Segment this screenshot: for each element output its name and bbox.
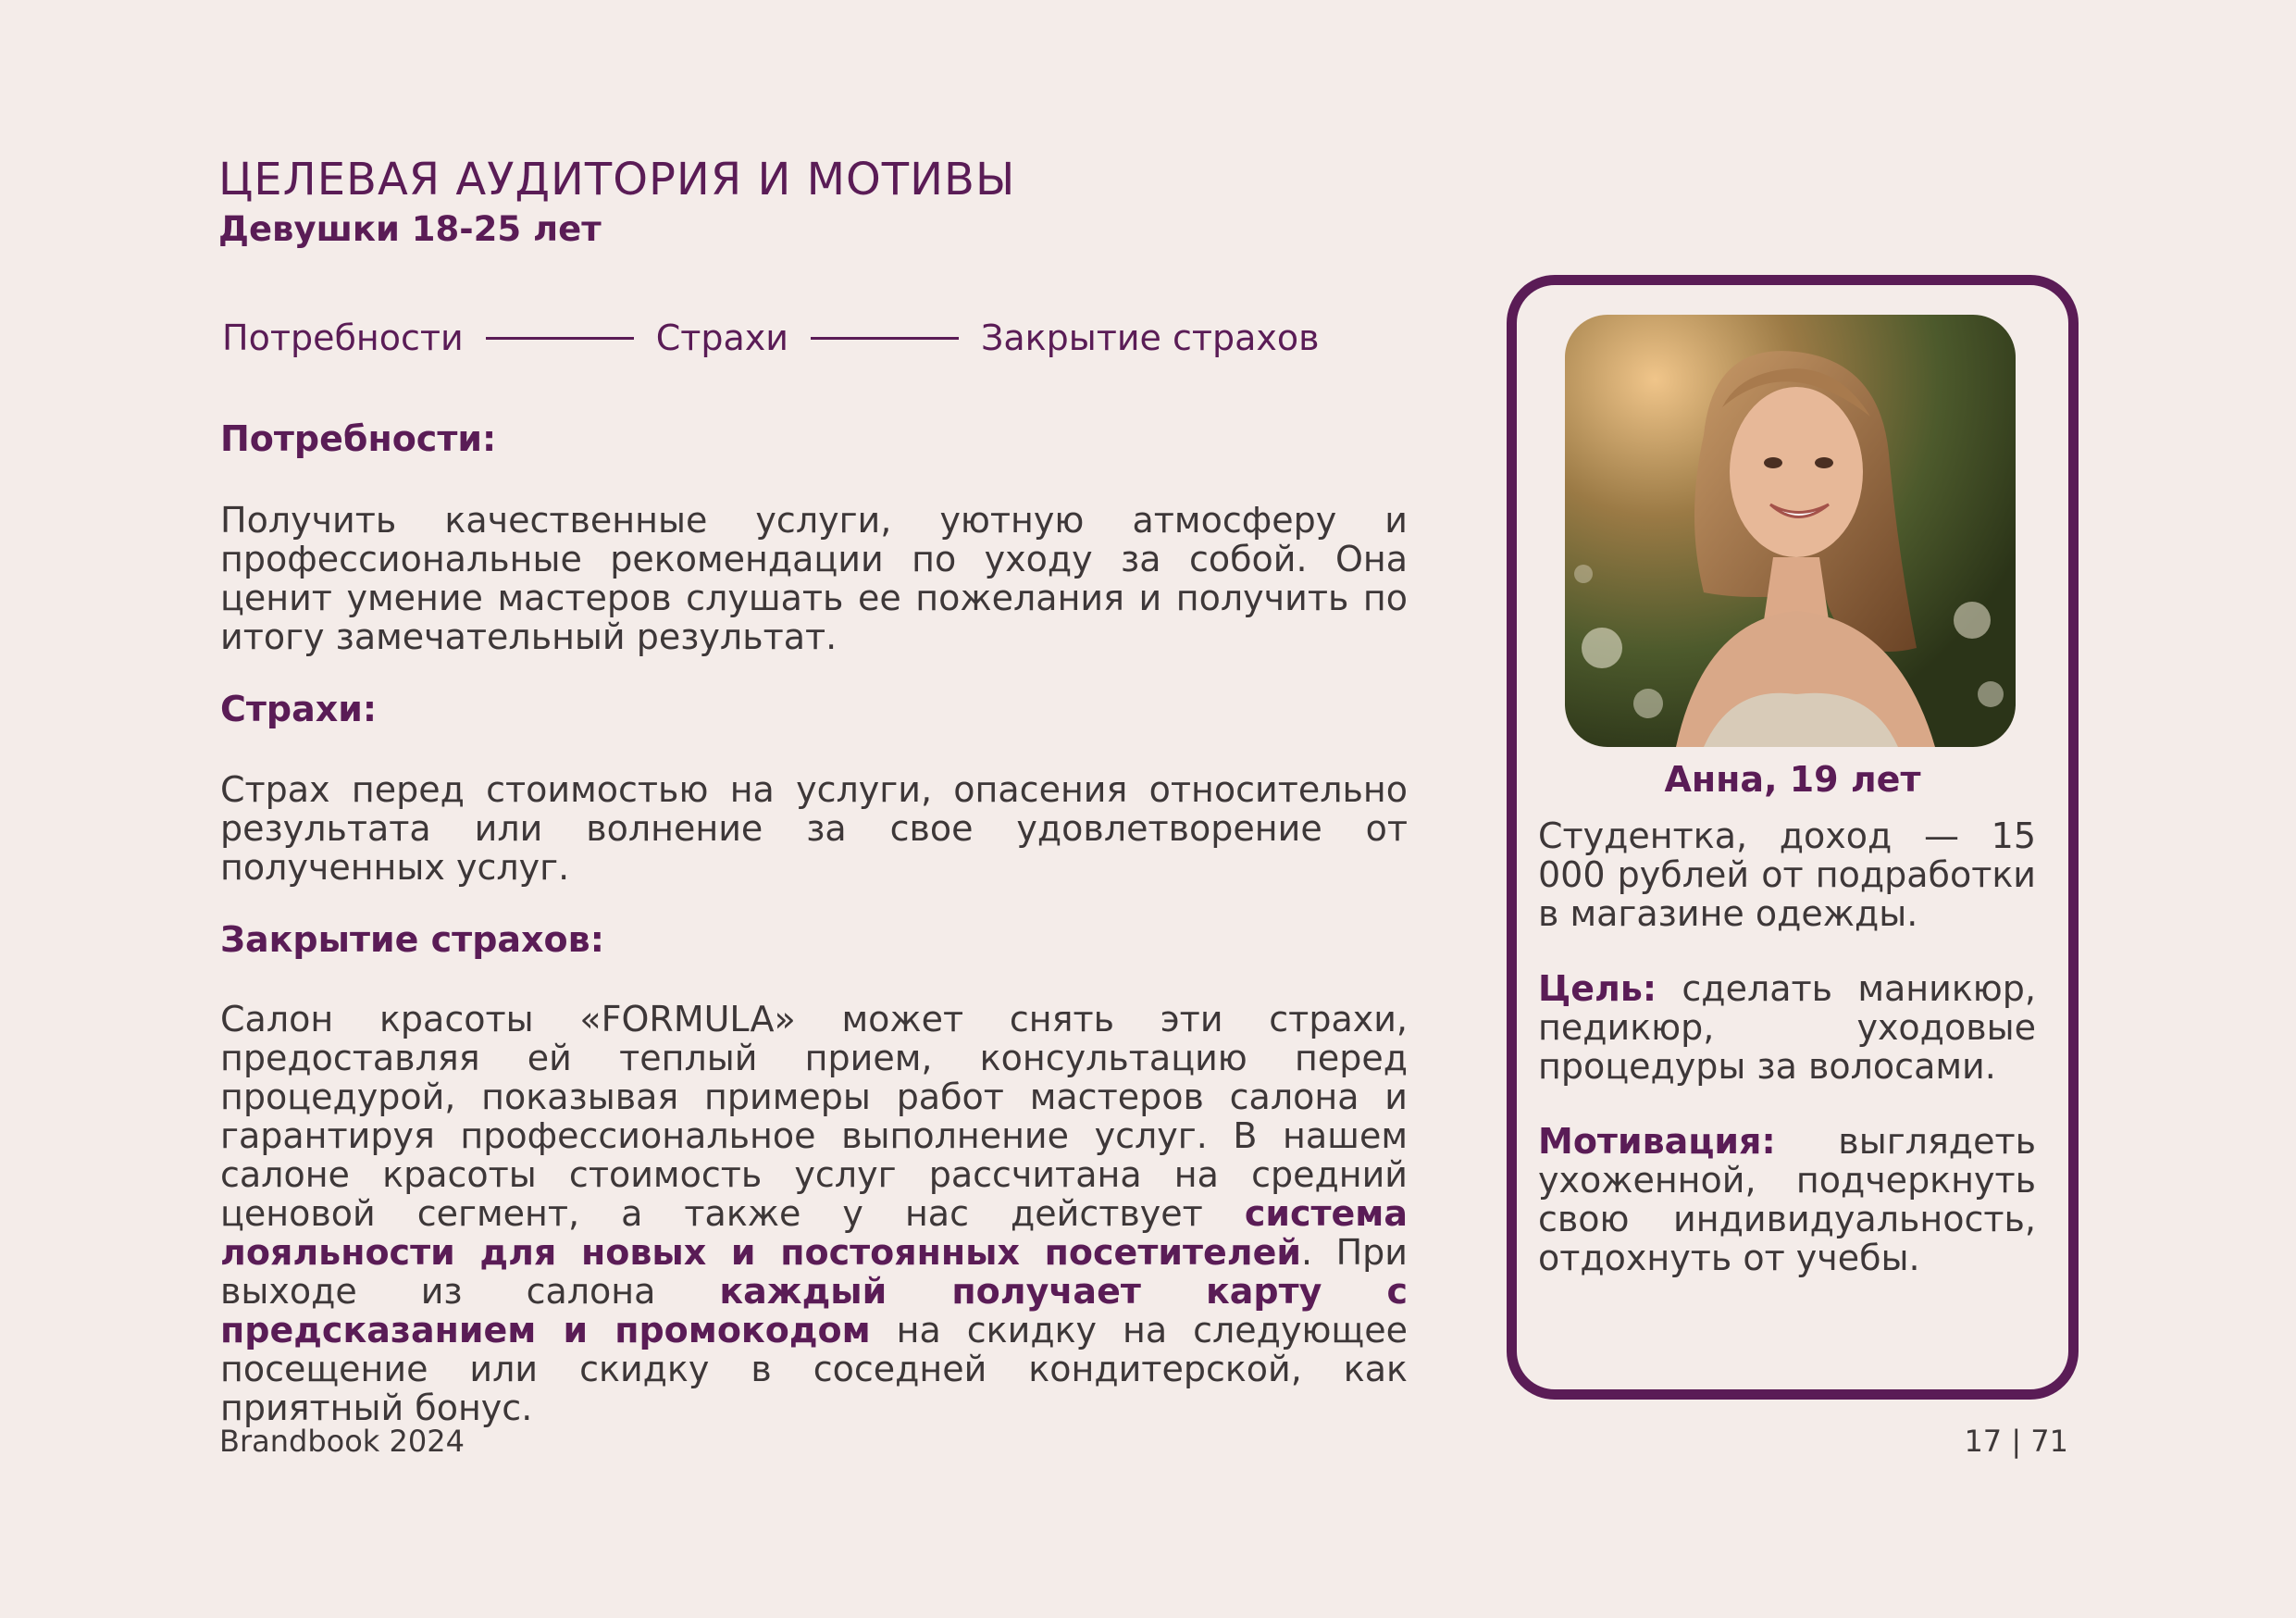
closing-text-part: Салон красоты «FORMULA» может снять эти страхи, предоставляя ей теплый прием, консультацию перед процедурой, показывая примеры работ мастеров салона и гарантируя профессиональное выполнение услуг. В нашем салоне красоты стоимость услуг рассчитана на средний ценовой сегмент, а также у нас действует: [220, 999, 1408, 1234]
page-number: 17 | 71: [1964, 1424, 2068, 1459]
persona-motivation: [1538, 1122, 2036, 1277]
flow-connector: [811, 337, 959, 340]
closing-text: [220, 1000, 1408, 1427]
closing-heading: Закрытие страхов:: [220, 919, 604, 960]
flow-diagram: [222, 315, 1320, 361]
page-subtitle: Девушки 18-25 лет: [218, 209, 602, 249]
goal-text: сделать маникюр, педикюр, уходовые процедуры за волосами.: [1538, 968, 2036, 1087]
fears-heading: Страхи:: [220, 689, 378, 729]
needs-text: Получить качественные услуги, уютную атмосферу и профессиональные рекомендации по уходу за собой. Она ценит умение мастеров слушать ее пожелания и получить по итогу замечательный результат.: [220, 500, 1408, 657]
persona-photo-image: [1565, 315, 2016, 747]
persona-bio: Студентка, доход — 15 000 рублей от подработки в магазине одежды.: [1538, 815, 2036, 934]
persona-goal: [1538, 969, 2036, 1086]
closing-text-part: на скидку на следующее посещение или скидку в соседней кондитерской, как приятный бонус.: [220, 1310, 1408, 1428]
footer-brandbook: Brandbook 2024: [219, 1424, 465, 1459]
card-highlight: каждый получает карту с предсказанием и промокодом: [220, 1271, 1408, 1350]
loyalty-highlight: система лояльности для новых и постоянных посетителей: [220, 1193, 1408, 1273]
flow-step-closing: Закрытие страхов: [980, 317, 1320, 358]
closing-text-part: . При выходе из салона: [220, 1232, 1408, 1312]
needs-heading: Потребности:: [220, 418, 497, 459]
flow-connector: [486, 337, 634, 340]
persona-name: Анна, 19 лет: [1664, 759, 1921, 800]
goal-label: Цель:: [1538, 968, 1657, 1009]
fears-text: Страх перед стоимостью на услуги, опасения относительно результата или волнение за свое удовлетворение от полученных услуг.: [220, 769, 1408, 888]
motivation-text: выглядеть ухоженной, подчеркнуть свою индивидуальность, отдохнуть от учебы.: [1538, 1121, 2036, 1278]
page-title: ЦЕЛЕВАЯ АУДИТОРИЯ И МОТИВЫ: [218, 154, 1016, 205]
persona-photo: [1565, 315, 2016, 747]
motivation-label: Мотивация:: [1538, 1121, 1776, 1162]
flow-step-needs: Потребности: [222, 317, 464, 358]
flow-step-fears: Страхи: [655, 317, 788, 358]
